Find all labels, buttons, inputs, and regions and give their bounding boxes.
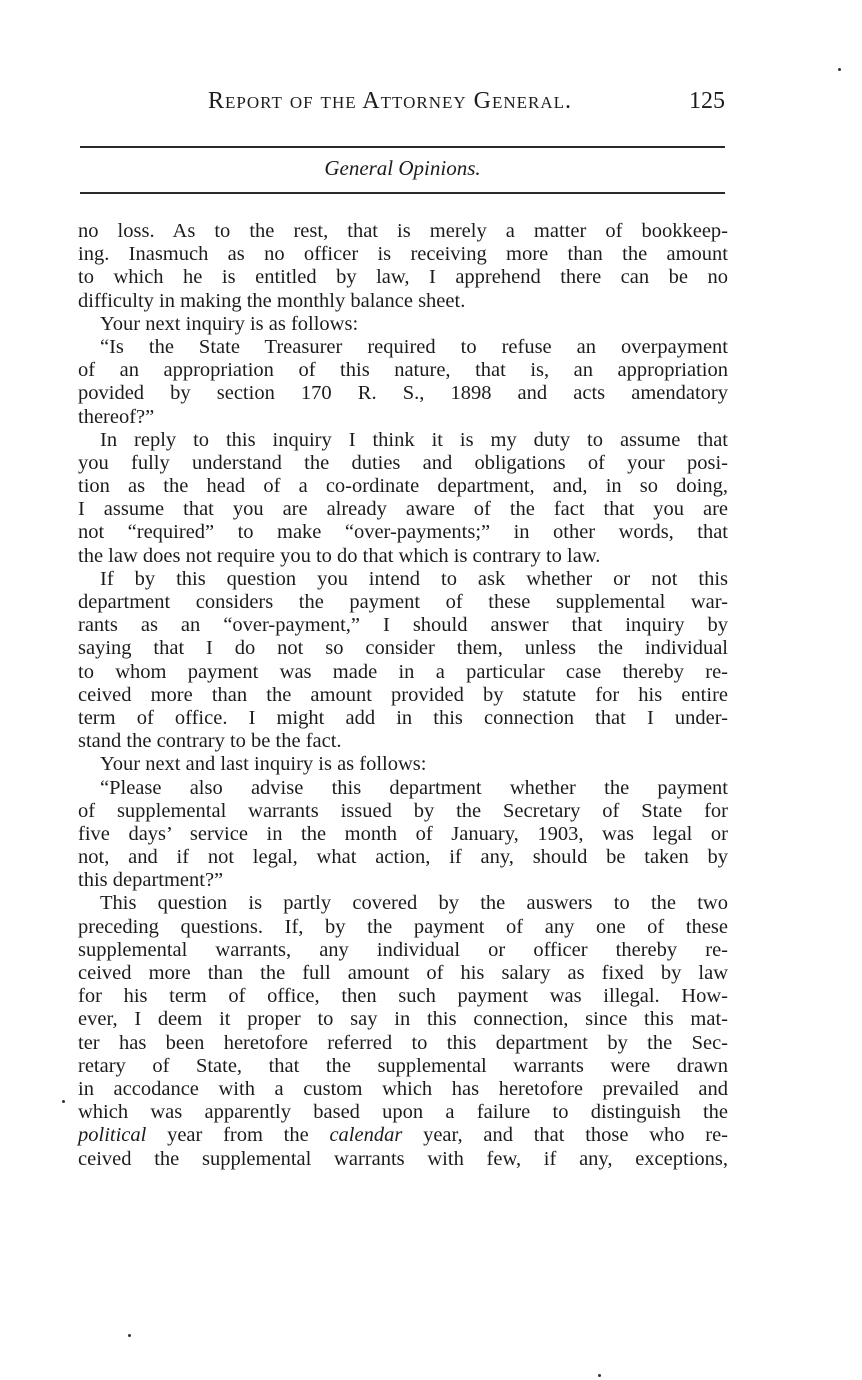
paper-speck bbox=[62, 1100, 65, 1103]
text-line: In reply to this inquiry I think it is my duty to assume that bbox=[100, 428, 728, 451]
text-line: ter has been heretofore referred to this department by the Sec- bbox=[78, 1031, 728, 1054]
text-line: this department?” bbox=[78, 869, 224, 892]
text-line: retary of State, that the supplemental warrants were drawn bbox=[78, 1054, 728, 1077]
text-line: Your next inquiry is as follows: bbox=[100, 312, 359, 335]
text-line: ever, I deem it proper to say in this connection, since this mat- bbox=[78, 1008, 728, 1031]
header-rule-top bbox=[80, 146, 725, 148]
page-number: 125 bbox=[689, 88, 725, 114]
italic-political: political bbox=[78, 1124, 147, 1147]
running-head bbox=[80, 88, 725, 128]
text-line: If by this question you intend to ask whether or not this bbox=[100, 567, 728, 590]
paper-speck bbox=[128, 1334, 131, 1337]
running-title: Report of the Attorney General. bbox=[208, 88, 573, 114]
text-line: thereof?” bbox=[78, 405, 155, 428]
text-line: ing. Inasmuch as no officer is receiving more than the amount bbox=[78, 243, 728, 266]
text-line: rants as an “over-payment,” I should answer that inquiry by bbox=[78, 614, 728, 637]
text-line: not, and if not legal, what action, if any, should be taken by bbox=[78, 846, 728, 869]
section-title: General Opinions. bbox=[324, 156, 481, 180]
body-text bbox=[78, 220, 728, 1171]
text-fragment: year from the bbox=[146, 1124, 330, 1147]
header-rule-bottom bbox=[80, 192, 725, 194]
text-line: tion as the head of a co-ordinate department, and, in so doing, bbox=[78, 475, 728, 498]
text-line: I assume that you are already aware of the fact that you are bbox=[78, 498, 728, 521]
text-line: for his term of office, then such payment was illegal. How- bbox=[78, 985, 728, 1008]
paper-speck bbox=[598, 1374, 601, 1377]
paper-speck bbox=[838, 68, 841, 71]
text-line: department considers the payment of these supplemental war- bbox=[78, 591, 728, 613]
text-line: ceived more than the full amount of his salary as fixed by law bbox=[78, 962, 728, 984]
text-line: This question is partly covered by the auswers to the two bbox=[100, 892, 728, 915]
text-line: term of office. I might add in this connection that I under- bbox=[78, 706, 728, 729]
text-line: in accodance with a custom which has heretofore prevailed and bbox=[78, 1077, 728, 1100]
text-line: to which he is entitled by law, I apprehend there can be no bbox=[78, 266, 728, 289]
text-line: saying that I do not so consider them, unless the individual bbox=[78, 637, 728, 660]
text-line: povided by section 170 R. S., 1898 and acts amendatory bbox=[78, 382, 728, 405]
text-line: “Is the State Treasurer required to refuse an overpayment bbox=[100, 335, 728, 358]
text-line: not “required” to make “over-payments;” in other words, that bbox=[78, 521, 728, 544]
text-fragment: year, and that those who re- bbox=[402, 1124, 728, 1147]
text-line: five days’ service in the month of January, 1903, was legal or bbox=[78, 822, 728, 845]
text-line: to whom payment was made in a particular case thereby re- bbox=[78, 660, 728, 683]
text-line: “Please also advise this department whether the payment bbox=[100, 776, 728, 799]
text-line: ceived more than the amount provided by statute for his entire bbox=[78, 683, 728, 706]
text-line: which was apparently based upon a failure to distinguish the bbox=[78, 1101, 728, 1124]
text-line: preceding questions. If, by the payment of any one of these bbox=[78, 915, 728, 938]
text-line: ceived the supplemental warrants with few, if any, exceptions, bbox=[78, 1147, 728, 1170]
text-line: Your next and last inquiry is as follows: bbox=[100, 753, 427, 776]
text-line: of supplemental warrants issued by the Secretary of State for bbox=[78, 799, 728, 822]
text-line: of an appropriation of this nature, that is, an appropriation bbox=[78, 359, 728, 382]
text-line: stand the contrary to be the fact. bbox=[78, 730, 342, 753]
text-line: no loss. As to the rest, that is merely a matter of bookkeep- bbox=[78, 220, 728, 242]
text-line: supplemental warrants, any individual or officer thereby re- bbox=[78, 938, 728, 961]
text-line: you fully understand the duties and obligations of your posi- bbox=[78, 451, 728, 474]
text-line: difficulty in making the monthly balance sheet. bbox=[78, 289, 466, 312]
italic-calendar: calendar bbox=[329, 1124, 403, 1147]
text-line: the law does not require you to do that which is contrary to law. bbox=[78, 544, 601, 567]
text-line-mixed bbox=[78, 1124, 728, 1147]
